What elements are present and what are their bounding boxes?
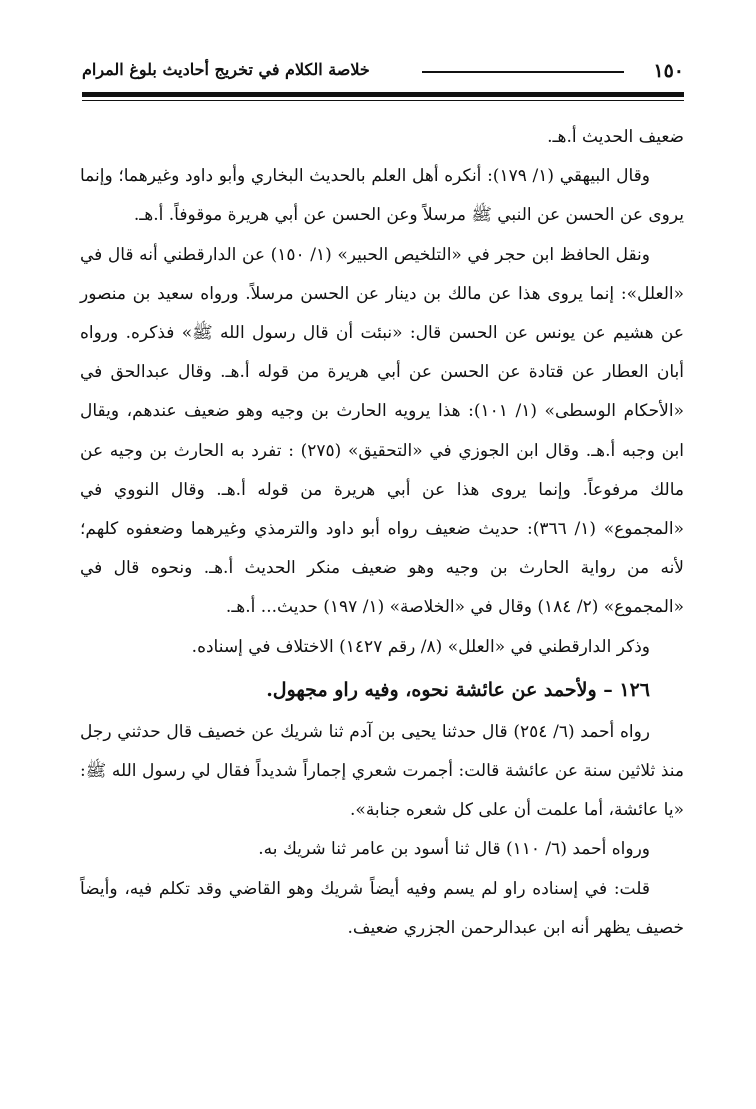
paragraph: وذكر الدارقطني في «العلل» (٨/ رقم ١٤٢٧) الاختلاف في إسناده. <box>191 636 650 657</box>
header-dash <box>422 71 624 73</box>
paragraph: ضعيف الحديث أ.هـ. <box>547 127 684 147</box>
body-text <box>80 118 684 948</box>
header-rule-thin <box>82 100 684 101</box>
paragraph: ونقل الحافظ ابن حجر في «التلخيص الحبير» (١/ ١٥٠) عن الدارقطني أنه قال في «العلل»: إنما يروى هذا عن مالك بن دينار عن الحسن مرسلاً. ورواه سعيد بن منصور عن هشيم عن يونس عن الحسن قال: «نبئت أن قال رسول الله ﷺ» فذكره. ورواه أبان العطار عن قتادة عن الحسن عن أبي هريرة من قوله أ.هـ. وقال عبدالحق في «الأحكام الوسطى» (١/ ١٠١): هذا يرويه الحارث بن وجيه وهو ضعيف عندهم، ويقال ابن وجبه أ.هـ. وقال ابن الجوزي في «التحقيق» (٢٧٥) : تفرد به الحارث بن وجيه عن مالك مرفوعاً. وإنما يروى هذا عن أبي هريرة من قوله أ.هـ. وقال النووي في «المجموع» (١/ ٣٦٦): حديث ضعيف رواه أبو داود والترمذي وغيرهما وضعفوه كلهم؛ لأنه من رواية الحارث بن وجيه وهو ضعيف منكر الحديث أ.هـ. ونحوه قال في «المجموع» (٢/ ١٨٤) وقال في «الخلاصة» (١/ ١٩٧) حديث... أ.هـ. <box>80 244 684 618</box>
running-header <box>82 52 684 86</box>
paragraph: ورواه أحمد (٦/ ١١٠) قال ثنا أسود بن عامر ثنا شريك به. <box>258 839 650 860</box>
book-title: خلاصة الكلام في تخريج أحاديث بلوغ المرام <box>82 60 370 79</box>
header-rule-thick <box>82 92 684 97</box>
hadith-heading: ١٢٦ – ولأحمد عن عائشة نحوه، وفيه راو مجهول. <box>266 678 650 701</box>
paragraph: وقال البيهقي (١/ ١٧٩): أنكره أهل العلم بالحديث البخاري وأبو داود وغيرهما؛ وإنما يروى عن الحسن عن النبي ﷺ مرسلاً وعن الحسن عن أبي هريرة موقوفاً. أ.هـ. <box>80 166 684 226</box>
paragraph: رواه أحمد (٦/ ٢٥٤) قال حدثنا يحيى بن آدم ثنا شريك عن خصيف قال حدثني رجل منذ ثلاثين سنة عن عائشة قالت: أجمرت شعري إجماراً شديداً فقال لي رسول الله ﷺ: «يا عائشة، أما علمت أن على كل شعره جنابة». <box>80 721 684 821</box>
paragraph: قلت: في إسناده راو لم يسم وفيه أيضاً شريك وهو القاضي وقد تكلم فيه، وأيضاً خصيف يظهر أنه ابن عبدالرحمن الجزري ضعيف. <box>80 878 684 938</box>
page-number: ١٥٠ <box>653 60 684 82</box>
